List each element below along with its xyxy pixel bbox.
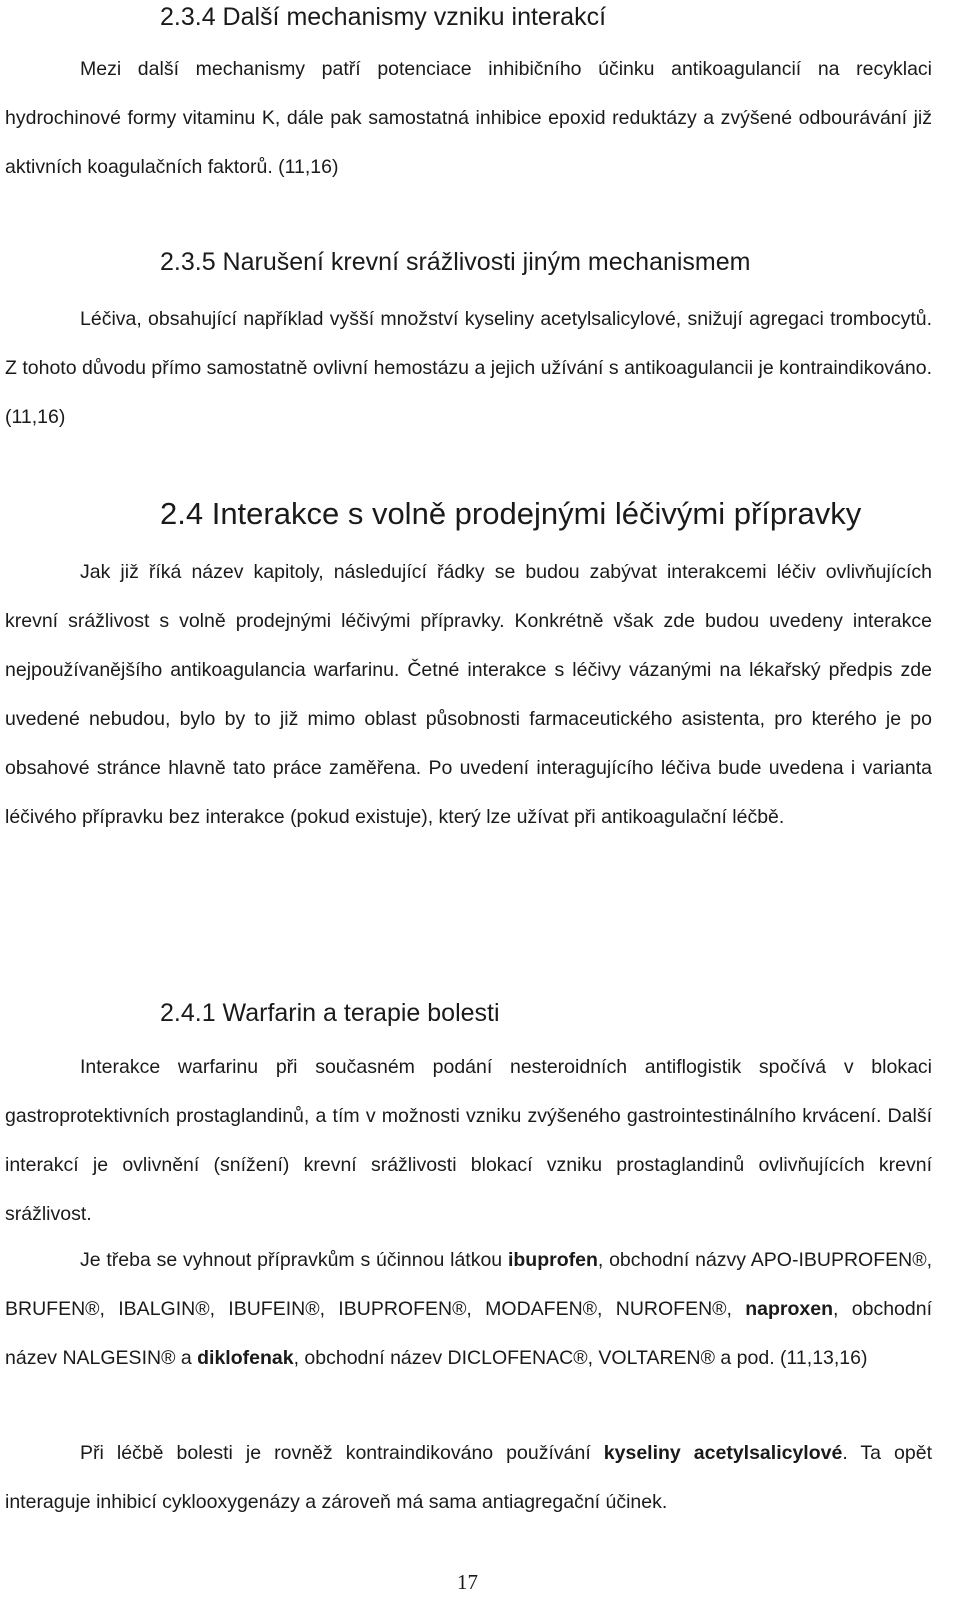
- drug-kyselina-acetylsalicylova: kyseliny acetylsalicylové: [603, 1442, 843, 1464]
- paragraph-2-3-4: Mezi další mechanismy patří potenciace inhibičního účinku antikoagulancií na recyklaci hydrochinové formy vitaminu K, dále pak samostatná inhibice epoxid reduktázy a zvýšené odbourávání již aktivních koagulačních faktorů. (11,16): [5, 58, 932, 178]
- paragraph-2-4-1-a: Interakce warfarinu při současném podání nesteroidních antiflogistik spočívá v blokaci gastroprotektivních prostaglandinů, a tím v možnosti vzniku zvýšeného gastrointestinálního krvácení. Další interakcí je ovlivnění (snížení) krevní srážlivosti blokací vzniku prostaglandinů ovlivňujících krevní srážlivost.: [5, 1056, 932, 1225]
- text-run: , obchodní název DICLOFENAC®, VOLTAREN® a pod. (11,13,16): [293, 1347, 868, 1369]
- paragraph-2-4-1-c: [5, 1429, 932, 1527]
- drug-ibuprofen: ibuprofen: [507, 1249, 598, 1271]
- page-number: 17: [457, 1570, 478, 1594]
- text-run: Je třeba se vyhnout přípravkům s účinnou látkou: [80, 1249, 508, 1271]
- paragraph-2-3-5: Léčiva, obsahující například vyšší množství kyseliny acetylsalicylové, snižují agregaci trombocytů. Z tohoto důvodu přímo samostatně ovlivní hemostázu a jejich užívání s antikoagulancii je kontraindikováno. (11,16): [5, 308, 932, 428]
- paragraph-2-4-1-b: [5, 1236, 932, 1383]
- heading-2-4-1: 2.4.1 Warfarin a terapie bolesti: [160, 999, 500, 1027]
- text-run: , obchodní název NALGESIN® a: [5, 1298, 933, 1369]
- paragraph-2-4: Jak již říká název kapitoly, následující řádky se budou zabývat interakcemi léčiv ovlivňujících krevní srážlivost s volně prodejnými léčivými přípravky. Konkrétně však zde budou uvedeny interakce nejpoužívanějšího antikoagulancia warfarinu. Četné interakce s léčivy vázanými na lékařský předpis zde uvedené nebudou, bylo by to již mimo oblast působnosti farmaceutického asistenta, pro kterého je po obsahové stránce hlavně tato práce zaměřena. Po uvedení interagujícího léčiva bude uvedena i varianta léčivého přípravku bez interakce (pokud existuje), který lze užívat při antikoagulační léčbě.: [5, 561, 932, 828]
- text-run: . Ta opět interaguje inhibicí cyklooxygenázy a zároveň má sama antiagregační účinek.: [5, 1442, 933, 1513]
- drug-diklofenak: diklofenak: [197, 1347, 294, 1369]
- text-run: , obchodní názvy APO-IBUPROFEN®, BRUFEN®, IBALGIN®, IBUFEIN®, IBUPROFEN®, MODAFEN®, NUROFEN®,: [5, 1249, 932, 1320]
- drug-naproxen: naproxen: [745, 1298, 834, 1320]
- text-run: Při léčbě bolesti je rovněž kontraindikováno používání: [80, 1442, 604, 1464]
- heading-2-3-4: 2.3.4 Další mechanismy vzniku interakcí: [160, 3, 607, 31]
- heading-2-3-5: 2.3.5 Narušení krevní srážlivosti jiným mechanismem: [160, 248, 751, 276]
- heading-2-4: 2.4 Interakce s volně prodejnými léčivými přípravky: [160, 496, 862, 531]
